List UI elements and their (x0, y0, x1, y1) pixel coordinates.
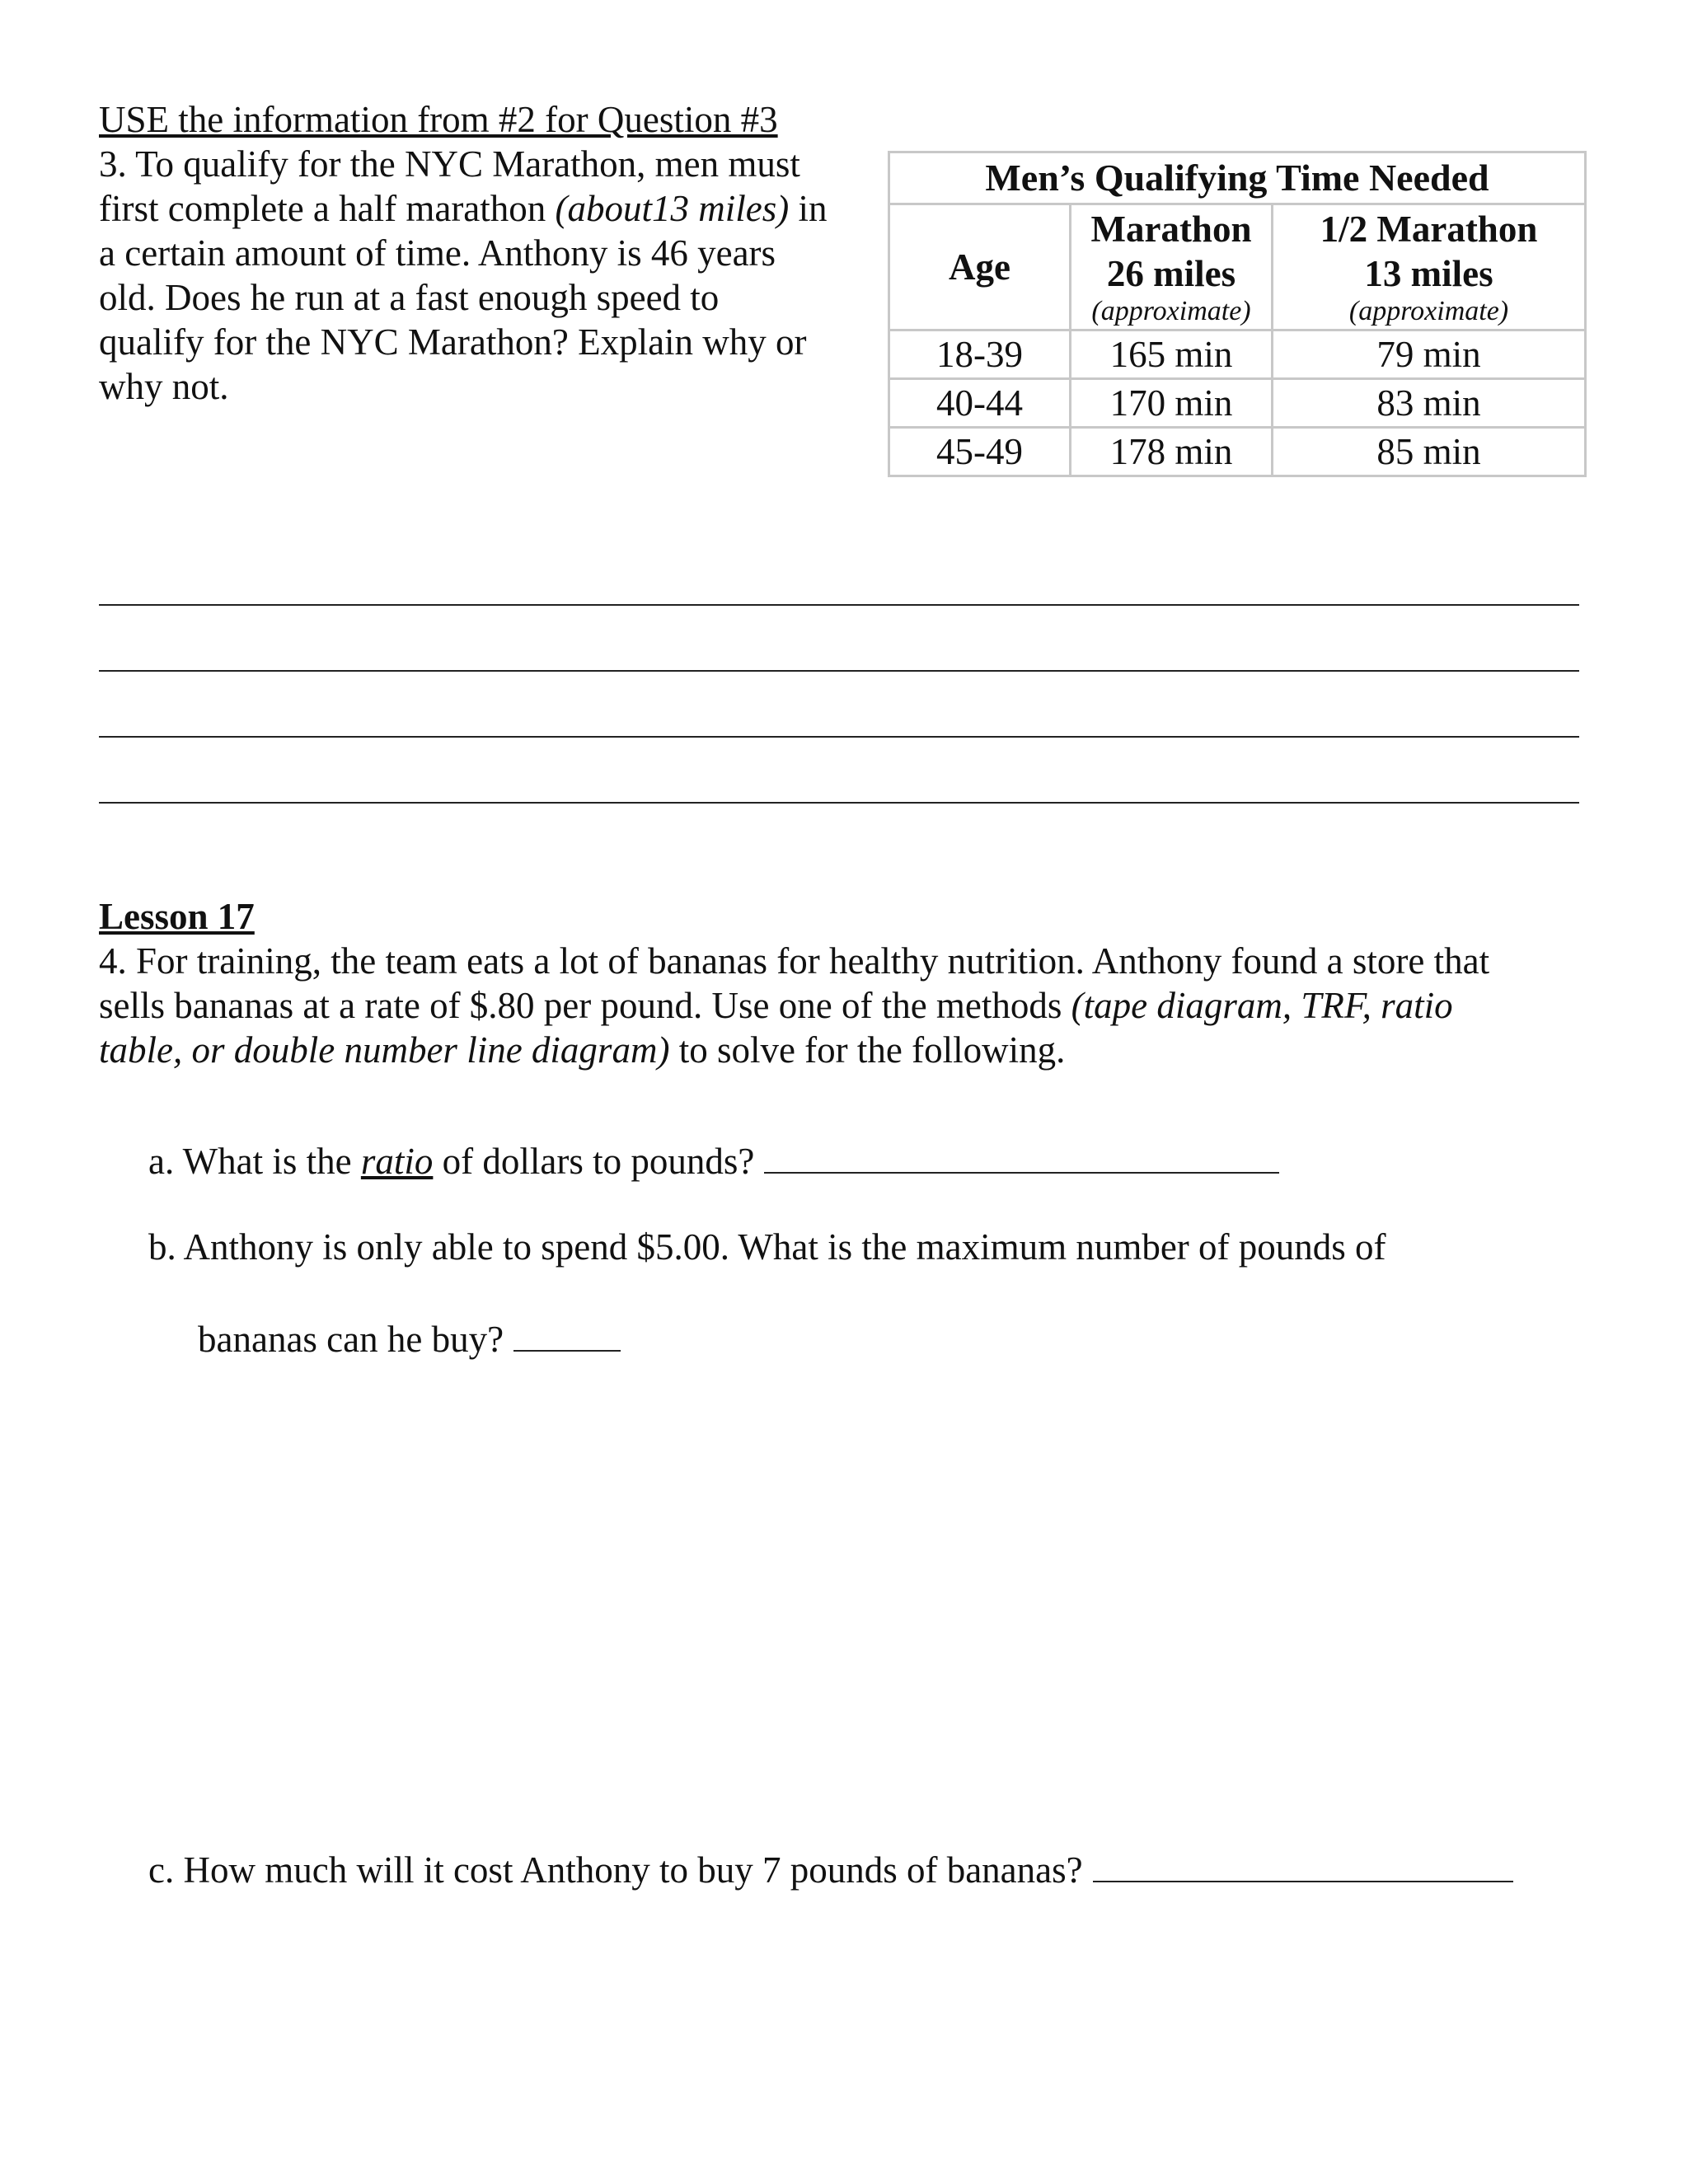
row-marathon-time: 170 min (1071, 379, 1273, 428)
question-3-line-2 (99, 186, 865, 231)
qualifying-time-table (888, 151, 1587, 477)
question-3-heading: USE the information from #2 for Question #3 (99, 99, 778, 140)
question-3-line-6: why not. (99, 366, 229, 407)
row-age: 40-44 (889, 379, 1071, 428)
lesson-17-line-3 (99, 1028, 1607, 1072)
part-a-prefix: a. What is the (148, 1141, 361, 1182)
answer-line-2[interactable] (99, 670, 1579, 672)
part-a-answer-blank[interactable] (764, 1136, 1279, 1174)
row-marathon-time: 165 min (1071, 330, 1273, 379)
table-row (889, 379, 1586, 428)
answer-line-4[interactable] (99, 802, 1579, 804)
table-row (889, 428, 1586, 476)
header-half-line2: 13 miles (1364, 253, 1493, 294)
part-c-answer-blank[interactable] (1093, 1844, 1513, 1882)
answer-line-3[interactable] (99, 736, 1579, 738)
lesson-17-line-2-text: sells bananas at a rate of $.80 per pound. Use one of the methods (99, 985, 1071, 1026)
table-row (889, 330, 1586, 379)
part-c (148, 1844, 1513, 1892)
lesson-17-title: Lesson 17 (99, 896, 255, 937)
question-3-block (99, 97, 865, 409)
question-3-line-2-end: in (789, 188, 828, 229)
question-3-line-5: qualify for the NYC Marathon? Explain why or (99, 321, 807, 363)
header-half-note: (approximate) (1348, 296, 1509, 326)
row-marathon-time: 178 min (1071, 428, 1273, 476)
answer-line-1[interactable] (99, 604, 1579, 606)
part-a-suffix: of dollars to pounds? (433, 1141, 755, 1182)
half-marathon-distance-note: (about13 miles) (555, 188, 790, 229)
lesson-17-line-3-text: to solve for the following. (669, 1029, 1066, 1071)
row-half-time: 85 min (1273, 428, 1586, 476)
row-age: 45-49 (889, 428, 1071, 476)
header-half-marathon (1273, 204, 1586, 330)
part-b-answer-blank[interactable] (513, 1314, 621, 1352)
methods-list-part-1: (tape diagram, TRF, ratio (1071, 985, 1453, 1026)
question-3-line-1: 3. To qualify for the NYC Marathon, men must (99, 143, 800, 185)
header-marathon (1071, 204, 1273, 330)
part-c-question: c. How much will it cost Anthony to buy 7 pounds of bananas? (148, 1849, 1083, 1891)
lesson-17-block (99, 894, 1607, 1072)
row-half-time: 83 min (1273, 379, 1586, 428)
question-3-line-4: old. Does he run at a fast enough speed to (99, 277, 720, 318)
part-b-line-2 (198, 1314, 621, 1361)
question-3-line-2-text: first complete a half marathon (99, 188, 556, 229)
header-age: Age (889, 204, 1071, 330)
part-a (148, 1136, 1279, 1183)
row-age: 18-39 (889, 330, 1071, 379)
header-marathon-line2: 26 miles (1106, 253, 1236, 294)
header-marathon-note: (approximate) (1091, 296, 1251, 326)
part-b-question: bananas can he buy? (198, 1319, 504, 1360)
methods-list-part-2: table, or double number line diagram) (99, 1029, 670, 1071)
lesson-17-line-1: 4. For training, the team eats a lot of bananas for healthy nutrition. Anthony found a store that (99, 940, 1490, 982)
lesson-17-line-2 (99, 983, 1607, 1028)
header-half-line1: 1/2 Marathon (1320, 209, 1538, 250)
row-half-time: 79 min (1273, 330, 1586, 379)
table-title: Men’s Qualifying Time Needed (889, 152, 1586, 204)
part-b-line-1: b. Anthony is only able to spend $5.00. What is the maximum number of pounds of (148, 1226, 1386, 1268)
header-marathon-line1: Marathon (1090, 209, 1252, 250)
ratio-term: ratio (360, 1141, 434, 1182)
question-3-line-3: a certain amount of time. Anthony is 46 years (99, 232, 776, 274)
